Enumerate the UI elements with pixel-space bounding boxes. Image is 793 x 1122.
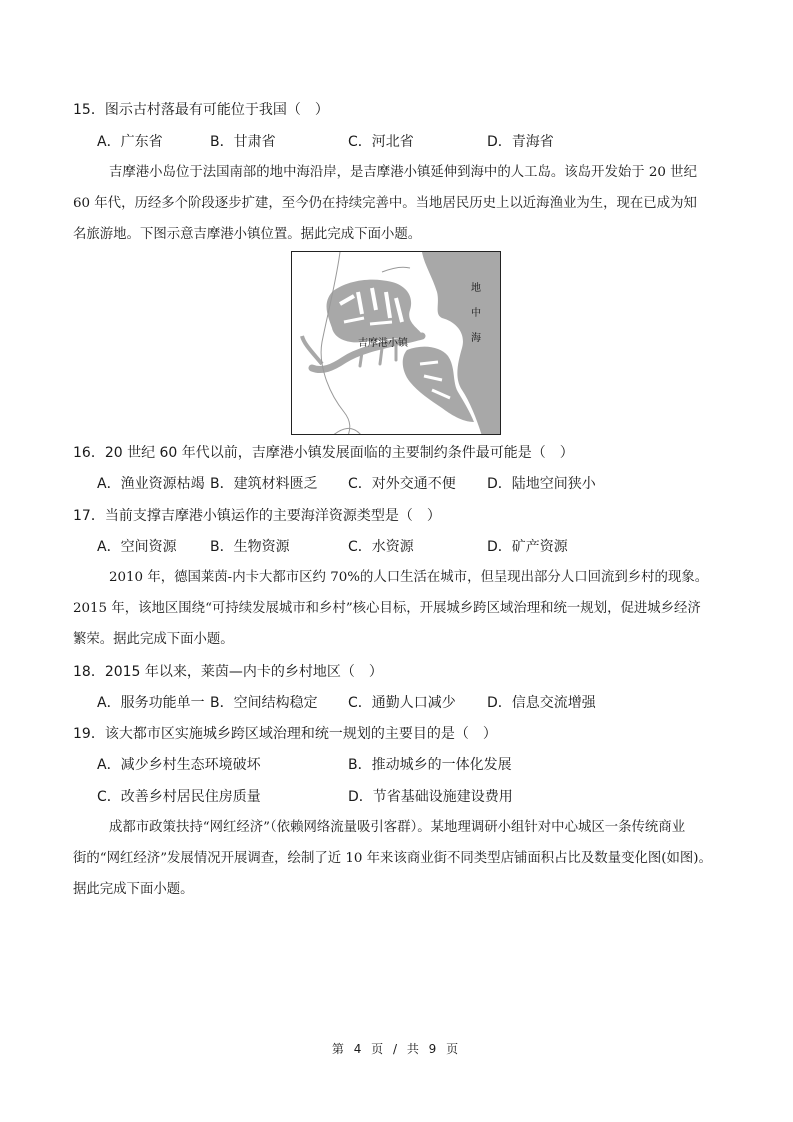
q16-option-b: B．建筑材料匮乏: [210, 476, 318, 492]
q18-option-a: A．服务功能单一: [97, 695, 205, 711]
q16-option-a: A．渔业资源枯竭: [97, 476, 205, 492]
q18-option-b: B．空间结构稳定: [210, 695, 318, 711]
question-19-stem: 19．该大都市区实施城乡跨区域治理和统一规划的主要目的是（ ）: [73, 726, 497, 742]
passage-2-line-1: 2010 年，德国莱茵-内卡大都市区约 70%的人口生活在城市，但呈现出部分人口回流到乡村的现象。: [109, 570, 709, 585]
passage-3-line-3: 据此完成下面小题。: [73, 882, 194, 897]
q18-option-c: C．通勤人口减少: [348, 695, 456, 711]
passage-1-line-1: 吉摩港小岛位于法国南部的地中海沿岸，是吉摩港小镇延伸到海中的人工岛。该岛开发始于 20 世纪: [109, 165, 697, 180]
question-18-stem: 18．2015 年以来，莱茵—内卡的乡村地区（ ）: [73, 664, 383, 680]
passage-2-line-3: 繁荣。据此完成下面小题。: [73, 632, 234, 647]
q17-option-c: C．水资源: [348, 539, 414, 555]
passage-1-line-3: 名旅游地。下图示意吉摩港小镇位置。据此完成下面小题。: [73, 227, 422, 242]
q18-option-d: D．信息交流增强: [487, 695, 596, 711]
map-sea-label-3: 海: [471, 333, 481, 344]
q16-option-c: C．对外交通不便: [348, 476, 456, 492]
q17-option-d: D．矿产资源: [487, 539, 568, 555]
passage-2-line-2: 2015 年，该地区围绕“可持续发展城市和乡村”核心目标，开展城乡跨区域治理和统一规划，促进城乡经济: [73, 601, 701, 616]
map-sea-label-2: 中: [471, 308, 481, 319]
q16-option-d: D．陆地空间狭小: [487, 476, 596, 492]
q15-option-b: B．甘肃省: [210, 134, 276, 150]
q19-option-d: D．节省基础设施建设费用: [348, 789, 513, 805]
q15-option-a: A．广东省: [97, 134, 163, 150]
q17-option-a: A．空间资源: [97, 539, 177, 555]
q19-option-c: C．改善乡村居民住房质量: [97, 789, 261, 805]
q15-option-c: C．河北省: [348, 134, 414, 150]
map-town-label: 吉摩港小镇: [358, 338, 408, 349]
question-17-stem: 17．当前支撑吉摩港小镇运作的主要海洋资源类型是（ ）: [73, 508, 441, 524]
q15-option-d: D．青海省: [487, 134, 554, 150]
passage-1-line-2: 60 年代，历经多个阶段逐步扩建，至今仍在持续完善中。当地居民历史上以近海渔业为生，现在已成为知: [73, 196, 697, 211]
question-16-stem: 16．20 世纪 60 年代以前，吉摩港小镇发展面临的主要制约条件最可能是（ ）: [73, 445, 574, 461]
page-number-footer: 第 4 页 / 共 9 页: [331, 1042, 462, 1056]
passage-3-line-2: 街的“网红经济”发展情况开展调查，绘制了近 10 年来该商业街不同类型店铺面积占比及数量变化图(如图)。: [73, 851, 712, 866]
map-figure-jimogang: [291, 251, 501, 435]
q19-option-b: B．推动城乡的一体化发展: [348, 757, 512, 773]
question-15-stem: 15．图示古村落最有可能位于我国（ ）: [73, 102, 329, 118]
q17-option-b: B．生物资源: [210, 539, 290, 555]
passage-3-line-1: 成都市政策扶持“网红经济”（依赖网络流量吸引客群）。某地理调研小组针对中心城区一条传统商业: [109, 820, 686, 835]
map-sea-label-1: 地: [471, 283, 481, 294]
q19-option-a: A．减少乡村生态环境破坏: [97, 757, 261, 773]
